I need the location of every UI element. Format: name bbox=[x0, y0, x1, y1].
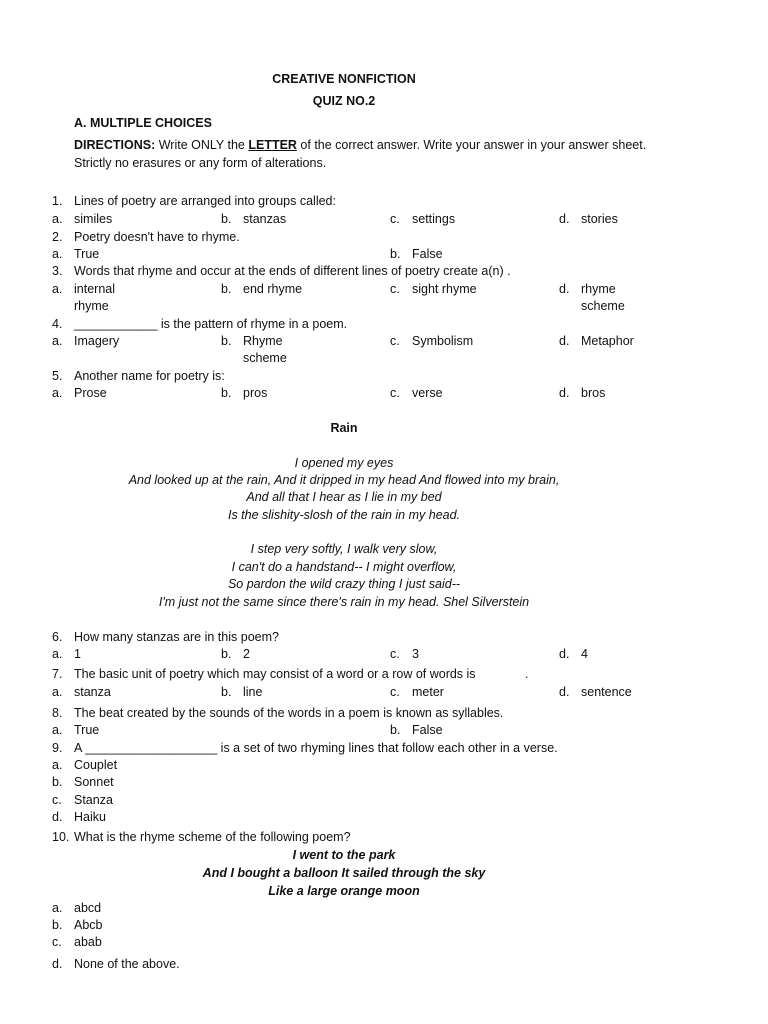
q6-text: How many stanzas are in this poem? bbox=[74, 630, 279, 644]
q7-blank-dot: . bbox=[525, 667, 529, 681]
q9-option-d: Haiku bbox=[74, 810, 106, 824]
q5-number: 5. bbox=[52, 369, 63, 383]
q7-number: 7. bbox=[52, 667, 63, 681]
q7-text: The basic unit of poetry which may consist of a word or a row of words is bbox=[74, 667, 476, 681]
directions-letter: LETTER bbox=[248, 138, 297, 152]
q5-option-b: pros bbox=[243, 386, 268, 400]
directions bbox=[74, 138, 646, 152]
quiz-title: CREATIVE NONFICTION bbox=[272, 72, 416, 86]
option-label: d. bbox=[559, 212, 570, 226]
option-label: c. bbox=[390, 386, 400, 400]
option-label: c. bbox=[52, 793, 62, 807]
q5-text: Another name for poetry is: bbox=[74, 369, 225, 383]
q5-option-c: verse bbox=[412, 386, 443, 400]
q9-option-c: Stanza bbox=[74, 793, 113, 807]
option-label: b. bbox=[221, 334, 232, 348]
q7-option-a: stanza bbox=[74, 685, 111, 699]
q3-text: Words that rhyme and occur at the ends of different lines of poetry create a(n) . bbox=[74, 264, 511, 278]
q9-number: 9. bbox=[52, 741, 63, 755]
q10-option-a: abcd bbox=[74, 901, 102, 915]
q2-option-a: True bbox=[74, 247, 100, 261]
option-label: b. bbox=[390, 723, 401, 737]
q10-option-c: abab bbox=[74, 935, 102, 949]
q6-option-b: 2 bbox=[243, 647, 250, 661]
park-poem-line: Like a large orange moon bbox=[268, 884, 420, 898]
q3-option-a-line1: internal bbox=[74, 282, 115, 296]
q6-option-a: 1 bbox=[74, 647, 81, 661]
q8-option-b: False bbox=[412, 723, 443, 737]
q10-number: 10. bbox=[52, 830, 70, 844]
q6-option-c: 3 bbox=[412, 647, 419, 661]
poem-line: I can't do a handstand-- I might overflow, bbox=[231, 560, 457, 574]
q4-option-c: Symbolism bbox=[412, 334, 474, 348]
option-label: a. bbox=[52, 723, 63, 737]
q3-option-c: sight rhyme bbox=[412, 282, 477, 296]
option-label: b. bbox=[52, 775, 63, 789]
q1-option-a: similes bbox=[74, 212, 113, 226]
option-label: c. bbox=[390, 334, 400, 348]
option-label: c. bbox=[390, 647, 400, 661]
option-label: c. bbox=[390, 685, 400, 699]
q1-option-d: stories bbox=[581, 212, 618, 226]
directions-label: DIRECTIONS: bbox=[74, 138, 156, 152]
option-label: a. bbox=[52, 758, 63, 772]
q9-text: A ___________________ is a set of two rhyming lines that follow each other in a verse. bbox=[74, 741, 558, 755]
q4-number: 4. bbox=[52, 317, 63, 331]
option-label: c. bbox=[52, 935, 62, 949]
poem-line: And all that I hear as I lie in my bed bbox=[246, 490, 442, 504]
q9-option-a: Couplet bbox=[74, 758, 118, 772]
option-label: c. bbox=[390, 282, 400, 296]
directions-line2: Strictly no erasures or any form of alterations. bbox=[74, 156, 327, 170]
park-poem-line: And I bought a balloon It sailed through the sky bbox=[202, 866, 486, 880]
option-label: d. bbox=[559, 282, 570, 296]
section-heading: A. MULTIPLE CHOICES bbox=[74, 116, 212, 130]
option-label: a. bbox=[52, 334, 63, 348]
option-label: c. bbox=[390, 212, 400, 226]
q10-option-b: Abcb bbox=[74, 918, 103, 932]
q6-option-d: 4 bbox=[581, 647, 588, 661]
poem-line: So pardon the wild crazy thing I just said-- bbox=[227, 577, 461, 591]
option-label: d. bbox=[559, 685, 570, 699]
poem-title: Rain bbox=[330, 421, 358, 435]
park-poem-line: I went to the park bbox=[292, 848, 396, 862]
directions-post: of the correct answer. Write your answer in your answer sheet. bbox=[296, 138, 647, 152]
q3-option-d-line2: scheme bbox=[581, 299, 625, 313]
q4-option-d: Metaphor bbox=[581, 334, 634, 348]
q4-option-b-line2: scheme bbox=[243, 351, 287, 365]
option-label: b. bbox=[52, 918, 63, 932]
option-label: d. bbox=[559, 386, 570, 400]
q7-option-b: line bbox=[243, 685, 263, 699]
q1-option-b: stanzas bbox=[243, 212, 287, 226]
q2-text: Poetry doesn't have to rhyme. bbox=[74, 230, 240, 244]
q8-option-a: True bbox=[74, 723, 100, 737]
directions-pre: Write ONLY the bbox=[155, 138, 249, 152]
q1-number: 1. bbox=[52, 194, 63, 208]
q4-text: ____________ is the pattern of rhyme in a poem. bbox=[74, 317, 348, 331]
q1-option-c: settings bbox=[412, 212, 456, 226]
q5-option-d: bros bbox=[581, 386, 606, 400]
q1-text: Lines of poetry are arranged into groups called: bbox=[74, 194, 336, 208]
option-label: a. bbox=[52, 282, 63, 296]
option-label: a. bbox=[52, 247, 63, 261]
q3-option-d-line1: rhyme bbox=[581, 282, 616, 296]
option-label: b. bbox=[221, 386, 232, 400]
option-label: a. bbox=[52, 212, 63, 226]
q7-option-d: sentence bbox=[581, 685, 632, 699]
q3-option-a-line2: rhyme bbox=[74, 299, 109, 313]
option-label: b. bbox=[390, 247, 401, 261]
option-label: b. bbox=[221, 282, 232, 296]
q10-option-d: None of the above. bbox=[74, 957, 180, 971]
q6-number: 6. bbox=[52, 630, 63, 644]
quiz-subtitle: QUIZ NO.2 bbox=[312, 94, 376, 108]
q3-number: 3. bbox=[52, 264, 63, 278]
q5-option-a: Prose bbox=[74, 386, 107, 400]
poem-line: I'm just not the same since there's rain in my head. Shel Silverstein bbox=[158, 595, 530, 609]
option-label: d. bbox=[559, 334, 570, 348]
q3-option-b: end rhyme bbox=[243, 282, 303, 296]
option-label: b. bbox=[221, 685, 232, 699]
option-label: a. bbox=[52, 647, 63, 661]
q8-number: 8. bbox=[52, 706, 63, 720]
poem-line: I opened my eyes bbox=[294, 456, 394, 470]
q4-option-b-line1: Rhyme bbox=[243, 334, 283, 348]
q2-option-b: False bbox=[412, 247, 443, 261]
q2-number: 2. bbox=[52, 230, 63, 244]
q4-option-a: Imagery bbox=[74, 334, 120, 348]
q9-option-b: Sonnet bbox=[74, 775, 114, 789]
q8-text: The beat created by the sounds of the words in a poem is known as syllables. bbox=[74, 706, 504, 720]
option-label: d. bbox=[559, 647, 570, 661]
poem-line: Is the slishity-slosh of the rain in my head. bbox=[227, 508, 461, 522]
option-label: d. bbox=[52, 957, 63, 971]
option-label: a. bbox=[52, 386, 63, 400]
q7-option-c: meter bbox=[412, 685, 444, 699]
poem-line: And looked up at the rain, And it dripped in my head And flowed into my brain, bbox=[128, 473, 560, 487]
option-label: a. bbox=[52, 685, 63, 699]
option-label: a. bbox=[52, 901, 63, 915]
option-label: b. bbox=[221, 647, 232, 661]
option-label: b. bbox=[221, 212, 232, 226]
q10-text: What is the rhyme scheme of the following poem? bbox=[74, 830, 351, 844]
option-label: d. bbox=[52, 810, 63, 824]
poem-line: I step very softly, I walk very slow, bbox=[250, 542, 438, 556]
